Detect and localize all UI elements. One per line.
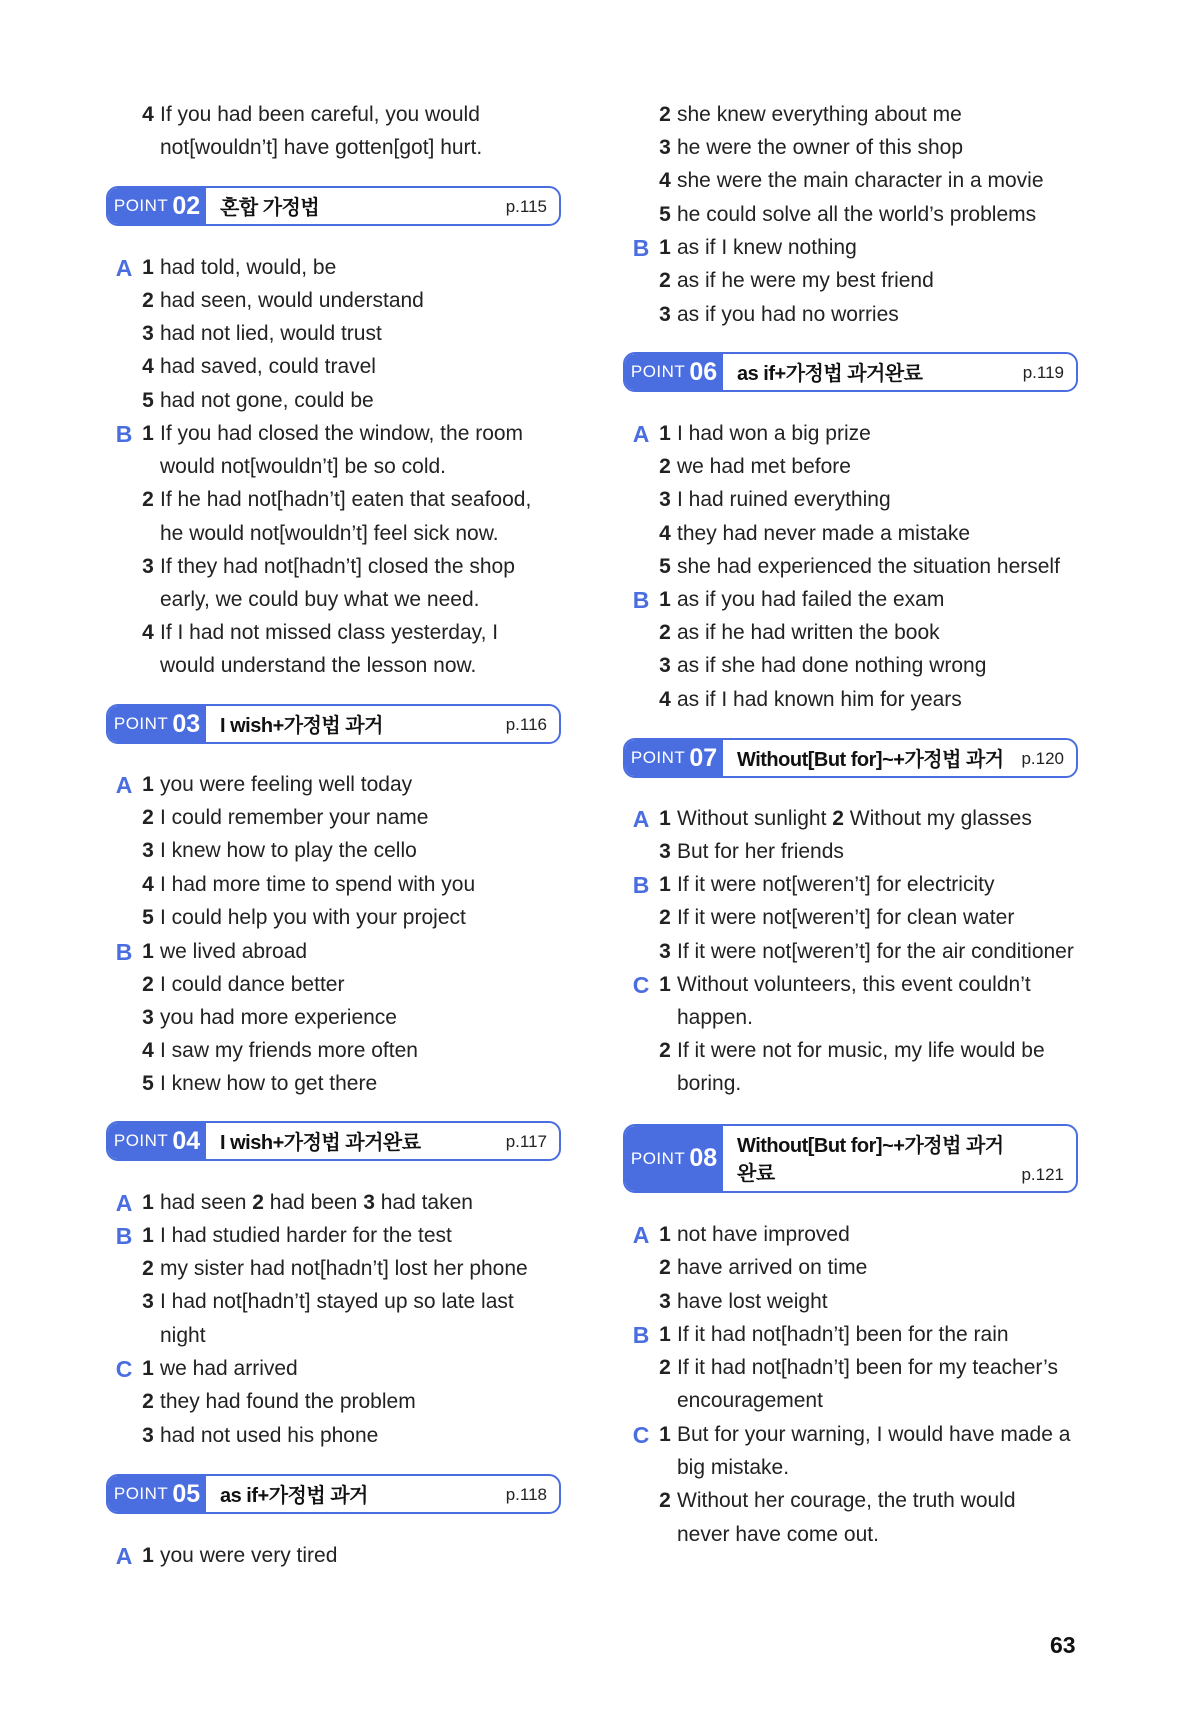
answer-text: early, we could buy what we need.	[160, 588, 480, 611]
point-number: 03	[172, 709, 201, 738]
point-page-ref: p.116	[505, 715, 547, 734]
answer-text: boring.	[677, 1072, 742, 1095]
point-page-ref: p.115	[505, 197, 547, 216]
answer-text: I knew how to get there	[160, 1072, 378, 1095]
answer-text: have arrived on time	[677, 1256, 868, 1279]
answer-text: If it were not[weren’t] for the air conditioner	[677, 940, 1074, 963]
answer-text: I could dance better	[160, 973, 345, 996]
item-number: 3	[659, 488, 671, 511]
item-number: 2	[659, 269, 671, 292]
item-number: 2	[659, 906, 671, 929]
item-number: 3	[659, 303, 671, 326]
answer-text: we had arrived	[160, 1357, 298, 1380]
point-label: POINT	[113, 714, 169, 733]
answer-text: have lost weight	[677, 1290, 828, 1313]
point-number: 08	[689, 1144, 718, 1172]
section-letter: B	[632, 872, 650, 898]
point-header-03	[106, 704, 561, 744]
item-number: 5	[659, 203, 671, 226]
answer-text: Without volunteers, this event couldn’t	[677, 973, 1031, 996]
point-title: as if+가정법 과거완료	[737, 363, 923, 385]
point-page-ref: p.117	[505, 1132, 547, 1151]
section-letter: A	[115, 772, 133, 798]
answer-text: they had never made a mistake	[677, 522, 970, 545]
answer-text: I had ruined everything	[677, 488, 891, 511]
item-number: 2	[142, 488, 154, 511]
answer-text: I had not[hadn’t] stayed up so late last	[160, 1290, 514, 1313]
item-number: 1	[659, 422, 671, 445]
point-number: 05	[172, 1479, 201, 1508]
answer-text: as if I knew nothing	[677, 236, 857, 259]
item-number: 1	[142, 422, 154, 445]
answer-text: If I had not missed class yesterday, I	[160, 621, 499, 644]
point-title: Without[But for]~+가정법 과거 완료	[737, 1135, 1004, 1185]
item-number: 2	[142, 289, 154, 312]
answer-text: If you had been careful, you would	[160, 103, 480, 126]
answer-text: had not lied, would trust	[160, 322, 382, 345]
answer-text: she were the main character in a movie	[677, 169, 1044, 192]
item-number: 4	[659, 169, 671, 192]
point-page-ref: p.120	[1021, 749, 1064, 768]
answer-text: night	[160, 1324, 206, 1347]
point-label: POINT	[113, 1484, 169, 1503]
section-letter: A	[115, 1543, 133, 1569]
section-letter: A	[115, 255, 133, 281]
answer-text: If you had closed the window, the room	[160, 422, 524, 445]
answer-text: would not[wouldn’t] be so cold.	[160, 455, 447, 478]
item-number: 3	[659, 940, 671, 963]
point-title: I wish+가정법 과거완료	[220, 1132, 421, 1154]
item-number: 5	[142, 389, 154, 412]
section-letter: C	[115, 1356, 133, 1382]
item-number: 3	[142, 322, 154, 345]
answer-text: Without sunlight 2 Without my glasses	[677, 807, 1032, 830]
item-number: 3	[659, 840, 671, 863]
answer-text: had saved, could travel	[160, 355, 376, 378]
point-header-06	[623, 352, 1078, 392]
answer-text: If it had not[hadn’t] been for my teacher’s	[677, 1356, 1058, 1379]
section-letter: C	[632, 1422, 650, 1448]
section-letter: B	[115, 1223, 133, 1249]
section-letter: B	[632, 587, 650, 613]
item-number: 5	[142, 906, 154, 929]
item-number: 1	[659, 807, 671, 830]
section-letter: A	[632, 806, 650, 832]
answer-text: I knew how to play the cello	[160, 839, 417, 862]
point-badge	[108, 188, 206, 224]
answer-text: as if I had known him for years	[677, 688, 962, 711]
item-number: 4	[142, 873, 154, 896]
answer-text: they had found the problem	[160, 1390, 416, 1413]
answer-text: we had met before	[677, 455, 851, 478]
point-page-ref: p.118	[505, 1485, 547, 1504]
item-number: 5	[659, 555, 671, 578]
item-number: 4	[142, 621, 154, 644]
point-label: POINT	[630, 748, 686, 767]
item-number: 1	[142, 1357, 154, 1380]
item-number: 3	[142, 1290, 154, 1313]
item-number: 2	[659, 1489, 671, 1512]
point-title: Without[But for]~+가정법 과거	[737, 749, 1004, 771]
item-number: 2	[142, 973, 154, 996]
item-number: 2	[659, 1256, 671, 1279]
answer-text: as if you had failed the exam	[677, 588, 945, 611]
answer-text: she had experienced the situation herself	[677, 555, 1060, 578]
point-label: POINT	[630, 362, 686, 381]
item-number: 4	[659, 522, 671, 545]
answer-text: we lived abroad	[160, 940, 308, 963]
point-label: POINT	[113, 196, 169, 215]
section-letter: B	[632, 235, 650, 261]
item-number: 1	[659, 588, 671, 611]
item-number: 3	[659, 1290, 671, 1313]
item-number: 4	[142, 355, 154, 378]
item-number: 1	[659, 873, 671, 896]
item-number: 1	[659, 1323, 671, 1346]
item-number: 3	[142, 1006, 154, 1029]
answer-text: If it had not[hadn’t] been for the rain	[677, 1323, 1009, 1346]
answer-text: If it were not for music, my life would be	[677, 1039, 1045, 1062]
point-page-ref: p.121	[1021, 1165, 1064, 1184]
answer-text: my sister had not[hadn’t] lost her phone	[160, 1257, 528, 1280]
item-number: 2	[142, 1257, 154, 1280]
answer-text: she knew everything about me	[677, 103, 962, 126]
point-header-05	[106, 1474, 561, 1514]
answer-text: would understand the lesson now.	[160, 654, 477, 677]
answer-text: had seen 2 had been 3 had taken	[160, 1191, 473, 1214]
section-letter: A	[632, 1222, 650, 1248]
answer-text: But for her friends	[677, 840, 844, 863]
section-letter: A	[115, 1190, 133, 1216]
item-number: 1	[142, 773, 154, 796]
item-number: 5	[142, 1072, 154, 1095]
point-title: as if+가정법 과거	[220, 1485, 368, 1507]
answer-text: If he had not[hadn’t] eaten that seafood,	[160, 488, 532, 511]
answer-text: not[wouldn’t] have gotten[got] hurt.	[160, 136, 483, 159]
answer-text: happen.	[677, 1006, 753, 1029]
section-letter: B	[115, 939, 133, 965]
answer-text: If it were not[weren’t] for clean water	[677, 906, 1015, 929]
answer-text: as if he were my best friend	[677, 269, 934, 292]
point-header-04	[106, 1121, 561, 1161]
item-number: 2	[659, 455, 671, 478]
point-title: I wish+가정법 과거	[220, 715, 383, 737]
answer-text: had told, would, be	[160, 256, 337, 279]
item-number: 1	[142, 1544, 154, 1567]
point-badge	[625, 740, 723, 776]
point-number: 07	[689, 743, 718, 772]
page-number: 63	[1050, 1632, 1076, 1658]
answer-text: had not used his phone	[160, 1424, 379, 1447]
point-badge	[108, 1123, 206, 1159]
item-number: 2	[659, 103, 671, 126]
answer-text: Without her courage, the truth would	[677, 1489, 1016, 1512]
answer-text: you had more experience	[160, 1006, 397, 1029]
point-number: 06	[689, 357, 718, 386]
answer-text: he were the owner of this shop	[677, 136, 964, 159]
item-number: 1	[142, 940, 154, 963]
section-letter: A	[632, 421, 650, 447]
answer-text: I could remember your name	[160, 806, 429, 829]
answer-text: he would not[wouldn’t] feel sick now.	[160, 522, 499, 545]
answer-text: not have improved	[677, 1223, 850, 1246]
answer-text: as if she had done nothing wrong	[677, 654, 987, 677]
answer-text: I had more time to spend with you	[160, 873, 476, 896]
answer-text: you were feeling well today	[160, 773, 413, 796]
section-letter: B	[115, 421, 133, 447]
point-header-02	[106, 186, 561, 226]
point-label: POINT	[630, 1148, 686, 1168]
item-number: 1	[659, 1423, 671, 1446]
item-number: 2	[659, 621, 671, 644]
item-number: 2	[659, 1039, 671, 1062]
item-number: 1	[659, 236, 671, 259]
answer-text: had seen, would understand	[160, 289, 424, 312]
item-number: 1	[659, 1223, 671, 1246]
section-letter: B	[632, 1322, 650, 1348]
point-badge	[108, 1476, 206, 1512]
answer-text: you were very tired	[160, 1544, 338, 1567]
point-badge	[625, 1126, 723, 1191]
item-number: 4	[142, 103, 154, 126]
item-number: 1	[659, 973, 671, 996]
item-number: 4	[659, 688, 671, 711]
item-number: 3	[142, 555, 154, 578]
point-header-08	[623, 1124, 1078, 1193]
point-number: 02	[172, 191, 201, 220]
section-letter: C	[632, 972, 650, 998]
point-page-ref: p.119	[1022, 363, 1064, 382]
answer-text: encouragement	[677, 1389, 823, 1412]
item-number: 1	[142, 256, 154, 279]
item-number: 3	[142, 839, 154, 862]
item-number: 4	[142, 1039, 154, 1062]
item-number: 2	[659, 1356, 671, 1379]
item-number: 2	[142, 806, 154, 829]
answer-text: If it were not[weren’t] for electricity	[677, 873, 995, 896]
answer-text: I could help you with your project	[160, 906, 466, 929]
point-badge	[108, 706, 206, 742]
answer-text: If they had not[hadn’t] closed the shop	[160, 555, 515, 578]
point-label: POINT	[113, 1131, 169, 1150]
item-number: 2	[142, 1390, 154, 1413]
answer-text: big mistake.	[677, 1456, 790, 1479]
point-header-07	[623, 738, 1078, 778]
answer-text: as if he had written the book	[677, 621, 940, 644]
point-number: 04	[172, 1126, 201, 1155]
point-title: 혼합 가정법	[220, 197, 320, 219]
answer-text: had not gone, could be	[160, 389, 374, 412]
answer-text: as if you had no worries	[677, 303, 899, 326]
answer-text: I had won a big prize	[677, 422, 871, 445]
item-number: 3	[142, 1424, 154, 1447]
point-badge	[625, 354, 723, 390]
item-number: 1	[142, 1191, 154, 1214]
answer-text: I had studied harder for the test	[160, 1224, 452, 1247]
answer-text: he could solve all the world’s problems	[677, 203, 1037, 226]
answer-text: never have come out.	[677, 1523, 879, 1546]
answer-text: But for your warning, I would have made a	[677, 1423, 1071, 1446]
answer-text: I saw my friends more often	[160, 1039, 418, 1062]
item-number: 3	[659, 654, 671, 677]
item-number: 1	[142, 1224, 154, 1247]
item-number: 3	[659, 136, 671, 159]
